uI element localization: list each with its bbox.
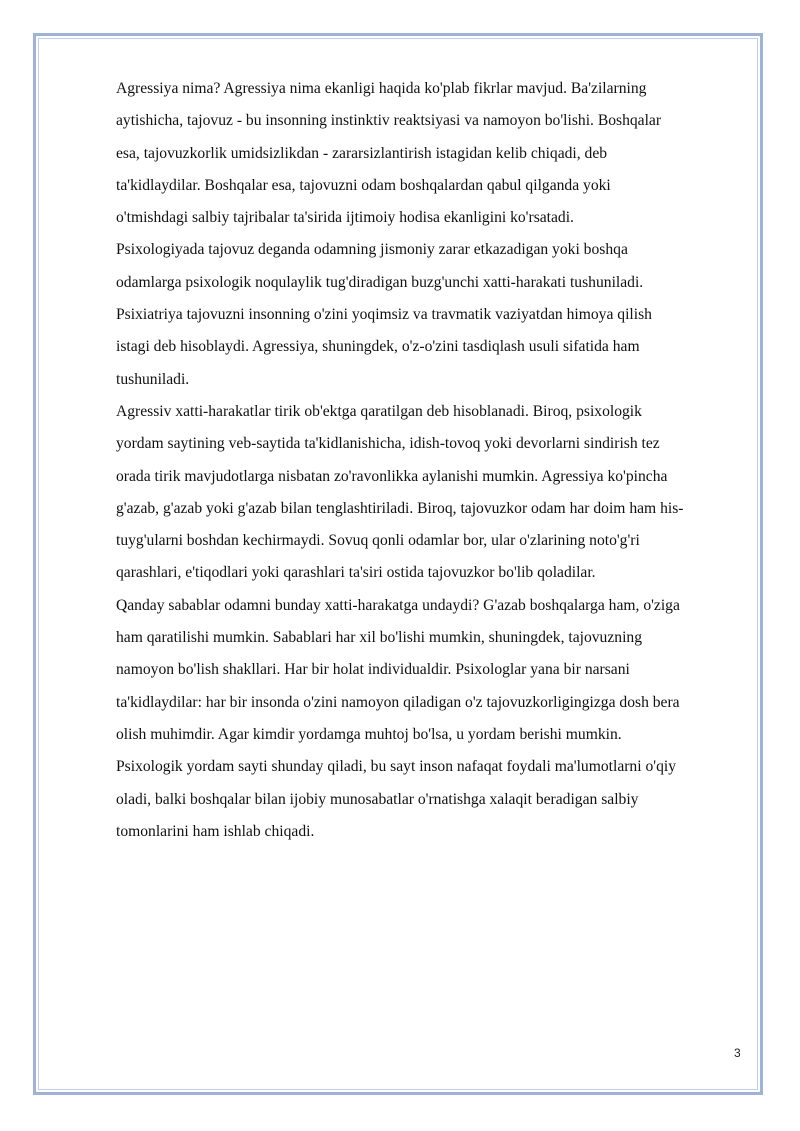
text-line: istagi deb hisoblaydi. Agressiya, shuningdek, o'z-o'zini tasdiqlash usuli sifatida ham bbox=[116, 338, 640, 356]
text-line: esa, tajovuzkorlik umidsizlikdan - zararsizlantirish istagidan kelib chiqadi, deb bbox=[116, 144, 608, 162]
text-line: orada tirik mavjudotlarga nisbatan zo'ravonlikka aylanishi mumkin. Agressiya ko'pincha bbox=[116, 467, 668, 485]
text-line: g'azab, g'azab yoki g'azab bilan tenglashtiriladi. Biroq, tajovuzkor odam har doim ham his- bbox=[116, 499, 684, 517]
body-text bbox=[116, 73, 740, 848]
text-line: qarashlari, e'tiqodlari yoki qarashlari ta'siri ostida tajovuzkor bo'lib qoladilar. bbox=[116, 564, 596, 582]
text-line: ta'kidlaydilar: har bir insonda o'zini namoyon qiladigan o'z tajovuzkorligingizga dosh bera bbox=[116, 693, 680, 711]
text-line: Agressiya nima? Agressiya nima ekanligi haqida ko'plab fikrlar mavjud. Ba'zilarning bbox=[116, 80, 647, 97]
text-line: olish muhimdir. Agar kimdir yordamga muhtoj bo'lsa, u yordam berishi mumkin. bbox=[116, 725, 622, 743]
text-line: tuyg'ularni boshdan kechirmaydi. Sovuq qonli odamlar bor, ular o'zlarining noto'g'ri bbox=[116, 532, 640, 550]
text-line: Psixologik yordam sayti shunday qiladi, bu sayt inson nafaqat foydali ma'lumotlarni o'qiy bbox=[116, 758, 676, 776]
text-line: ta'kidlaydilar. Boshqalar esa, tajovuzni odam boshqalardan qabul qilganda yoki bbox=[116, 176, 611, 194]
text-line: namoyon bo'lish shakllari. Har bir holat individualdir. Psixologlar yana bir narsani bbox=[116, 661, 630, 679]
text-line: Agressiv xatti-harakatlar tirik ob'ektga qaratilgan deb hisoblanadi. Biroq, psixologik bbox=[116, 402, 642, 420]
text-line: o'tmishdagi salbiy tajribalar ta'sirida ijtimoiy hodisa ekanligini ko'rsatadi. bbox=[116, 209, 574, 227]
text-line: oladi, balki boshqalar bilan ijobiy munosabatlar o'rnatishga xalaqit beradigan salbiy bbox=[116, 790, 639, 808]
text-line: Psixiatriya tajovuzni insonning o'zini yoqimsiz va travmatik vaziyatdan himoya qilish bbox=[116, 306, 652, 324]
text-line: odamlarga psixologik noqulaylik tug'diradigan buzg'unchi xatti-harakati tushuniladi. bbox=[116, 273, 644, 291]
text-line: yordam saytining veb-saytida ta'kidlanishicha, idish-tovoq yoki devorlarni sindirish tez bbox=[116, 435, 660, 453]
text-line: aytishicha, tajovuz - bu insonning instinktiv reaktsiyasi va namoyon bo'lishi. Boshqalar bbox=[116, 112, 662, 130]
text-line: tomonlarini ham ishlab chiqadi. bbox=[116, 822, 315, 840]
page-number: 3 bbox=[734, 1046, 741, 1060]
text-line: Qanday sabablar odamni bunday xatti-harakatga undaydi? G'azab boshqalarga ham, o'ziga bbox=[116, 596, 680, 614]
text-line: Psixologiyada tajovuz deganda odamning jismoniy zarar etkazadigan yoki boshqa bbox=[116, 241, 628, 259]
text-line: tushuniladi. bbox=[116, 370, 190, 388]
text-line: ham qaratilishi mumkin. Sabablari har xil bo'lishi mumkin, shuningdek, tajovuzning bbox=[116, 629, 642, 647]
